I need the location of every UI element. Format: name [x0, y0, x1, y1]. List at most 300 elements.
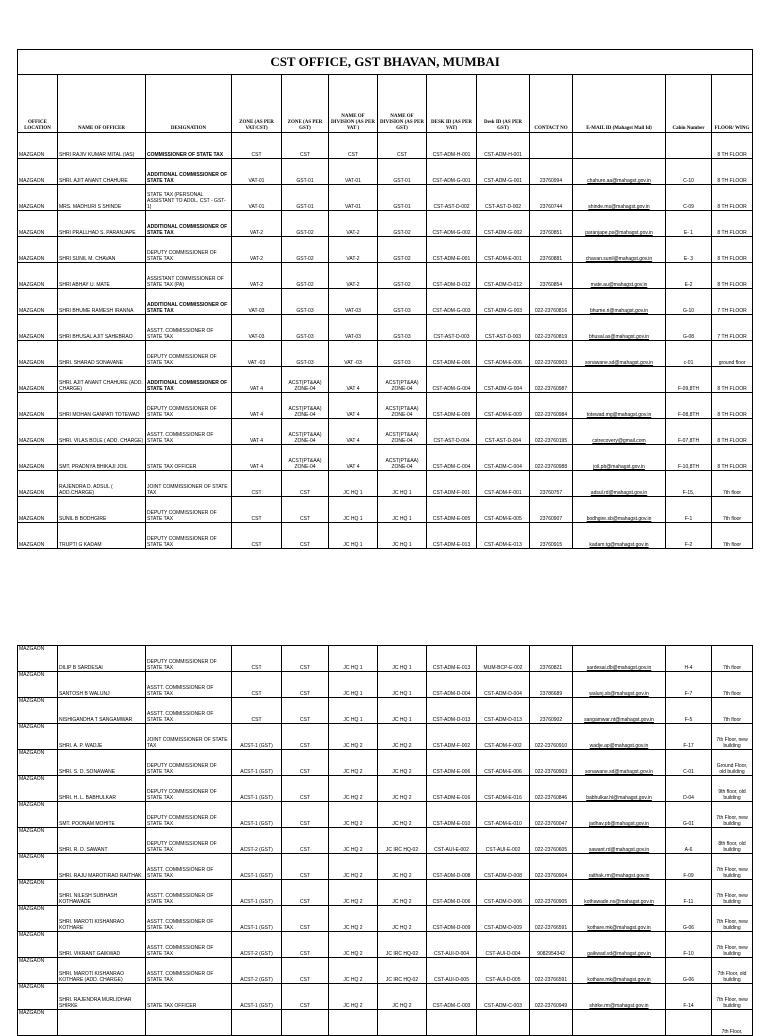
column-header: FLOOR/ WING [712, 75, 753, 133]
email-cell: gaikwad.vd@mahagst.gov.in [573, 932, 666, 958]
desk-id-gst-cell: CST-ADM-E-005 [477, 497, 530, 523]
desk-id-gst-cell: CST-ADM-G-003 [477, 289, 530, 315]
desk-id-gst-cell: CST-ADM-D-012 [477, 263, 530, 289]
division-vat-cell: JC HQ 2 [329, 854, 378, 880]
contact-no-cell: 022-23760988 [530, 445, 573, 471]
cabin-number-cell: G-06 [666, 958, 712, 984]
zone-vat-cell: VAT-01 [232, 159, 282, 185]
table-row [18, 315, 753, 341]
email-cell: shinde.ms@mahagst.gov.in [573, 185, 666, 211]
contact-no-cell: 022-23760605 [530, 828, 573, 854]
desk-id-vat-cell: CST-AST-D-004 [427, 419, 477, 445]
officer-name-cell: SHRI. VILAS BOLE ( ADD. CHARGE) [58, 419, 146, 445]
desk-id-gst-cell: CST-AUI-D-005 [477, 958, 530, 984]
office-location-cell: MAZGAON [18, 906, 58, 932]
division-gst-cell: JC HQ 2 [378, 776, 427, 802]
table-header-row [18, 75, 753, 133]
officer-name-cell: SHRI. AJIT ANANT CHAHURE (ADD. CHARGE) [58, 367, 146, 393]
floor-wing-cell: 7th Floor, new building [712, 724, 753, 750]
floor-wing-cell: 7 TH FLOOR [712, 315, 753, 341]
office-location-cell: MAZGAON [18, 445, 58, 471]
column-header: NAME OF DIVISION (AS PER GST) [378, 75, 427, 133]
officer-name-cell: SHRI. NILESH SUBHASH KOTHAWADE [58, 880, 146, 906]
cabin-number-cell: c-01 [666, 341, 712, 367]
zone-gst-cell: CST [282, 880, 329, 906]
contact-no-cell: 23786689 [530, 672, 573, 698]
officer-name-cell: SHRI. VIKRANT GAIKWAD [58, 932, 146, 958]
office-location-cell: MAZGAON [18, 289, 58, 315]
division-gst-cell: JC HQ 1 [378, 698, 427, 724]
officer-name-cell: SHRI PRALLHAD S. PARANJAPE [58, 211, 146, 237]
column-header: ZONE (AS PER VAT/CST) [232, 75, 282, 133]
division-gst-cell: CST [378, 133, 427, 159]
floor-wing-cell: 8 TH FLOOR [712, 237, 753, 263]
desk-id-vat-cell: CST-ADM-G-003 [427, 289, 477, 315]
desk-id-gst-cell: CST-ADM-D-008 [477, 854, 530, 880]
contact-no-cell: 23760851 [530, 211, 573, 237]
desk-id-gst-cell: CST-ADM-G-004 [477, 367, 530, 393]
office-location-cell: MAZGAON [18, 497, 58, 523]
email-cell: wadje.ap@mahagst.gov.in [573, 724, 666, 750]
division-vat-cell: JC HQ 2 [329, 906, 378, 932]
office-location-cell: MAZGAON [18, 1010, 58, 1036]
designation-cell: ADDITIONAL COMMISSIONER OF STATE TAX [146, 289, 232, 315]
desk-id-vat-cell: CST-ADM-D-013 [427, 698, 477, 724]
zone-vat-cell: ACST-1 (GST) [232, 776, 282, 802]
floor-wing-cell: 8 TH FLOOR [712, 211, 753, 237]
desk-id-vat-cell: CST-AUI-D-005 [427, 958, 477, 984]
cabin-number-cell: F-15, [666, 471, 712, 497]
floor-wing-cell: 7th Floor, new building [712, 932, 753, 958]
floor-wing-cell: 7th floor [712, 646, 753, 672]
officer-name-cell: SHRI. MAROTI KISHANRAO KOTHARE (ADD. CHARGE) [58, 958, 146, 984]
table-row [18, 1010, 753, 1036]
table-row [18, 672, 753, 698]
contact-no-cell: 23760744 [530, 185, 573, 211]
table-row [18, 984, 753, 1010]
desk-id-vat-cell: CST-ADM-E-006 [427, 750, 477, 776]
email-cell: chavan.sunil@mahagst.gov.in [573, 237, 666, 263]
division-vat-cell: VAT -03 [329, 341, 378, 367]
email-cell: babhulkar.hl@mahagst.gov.in [573, 776, 666, 802]
cabin-number-cell: F-11 [666, 880, 712, 906]
division-gst-cell: JC HQ 2 [378, 750, 427, 776]
floor-wing-cell: Ground Floor, old building [712, 750, 753, 776]
designation-cell: ASSTT. COMMISSIONER OF STATE TAX [146, 854, 232, 880]
contact-no-cell: 23760757 [530, 471, 573, 497]
table-row [18, 854, 753, 880]
division-gst-cell: GST-03 [378, 289, 427, 315]
desk-id-gst-cell: CST-AUI-E-002 [477, 828, 530, 854]
floor-wing-cell: 7th floor [712, 497, 753, 523]
floor-wing-cell: 7th Floor, [712, 1010, 753, 1036]
table-row [18, 237, 753, 263]
office-location-cell: MAZGAON [18, 698, 58, 724]
officer-name-cell: SMT. POONAM MOHITE [58, 802, 146, 828]
officer-name-cell: SANTOSH B WALUNJ [58, 672, 146, 698]
division-gst-cell: GST-01 [378, 185, 427, 211]
division-gst-cell: JC HQ 1 [378, 523, 427, 549]
cabin-number-cell: F-1 [666, 497, 712, 523]
email-cell: raithak.rm@mahagst.gov.in [573, 854, 666, 880]
designation-cell: ASSTT. COMMISSIONER OF STATE TAX [146, 932, 232, 958]
office-location-cell: MAZGAON [18, 932, 58, 958]
table-row [18, 523, 753, 549]
email-cell: joil.pb@mahagst.gov.in [573, 445, 666, 471]
officer-table-top [17, 49, 753, 549]
desk-id-vat-cell: CST-ADM-E-013 [427, 646, 477, 672]
office-location-cell: MAZGAON [18, 523, 58, 549]
column-header: OFFICE LOCATION [18, 75, 58, 133]
designation-cell: DEPUTY COMMISSIONER OF STATE TAX [146, 497, 232, 523]
division-vat-cell: JC HQ 2 [329, 880, 378, 906]
email-cell: totewad.mg@mahagst.gov.in [573, 393, 666, 419]
zone-gst-cell: CST [282, 133, 329, 159]
zone-vat-cell: CST [232, 497, 282, 523]
column-header: DESK ID (AS PER VAT) [427, 75, 477, 133]
table-row [18, 724, 753, 750]
office-location-cell: MAZGAON [18, 393, 58, 419]
floor-wing-cell: 9th floor, old building [712, 776, 753, 802]
division-gst-cell: JC IRC HQ-02 [378, 958, 427, 984]
designation-cell: DEPUTY COMMISSIONER OF STATE TAX [146, 828, 232, 854]
officer-name-cell: SHRI RAJIV KUMAR MITAL (IAS) [58, 133, 146, 159]
floor-wing-cell: 7 TH FLOOR [712, 289, 753, 315]
cabin-number-cell: F-5 [666, 698, 712, 724]
designation-cell: STATE TAX OFFICER [146, 445, 232, 471]
cabin-number-cell: F-7 [666, 672, 712, 698]
email-cell: paranjape.ps@mahagst.gov.in [573, 211, 666, 237]
desk-id-gst-cell: CST-ADM-D-013 [477, 698, 530, 724]
division-vat-cell: VAT-03 [329, 315, 378, 341]
zone-gst-cell: CST [282, 724, 329, 750]
email-cell: chahure.aa@mahagst.gov.in [573, 159, 666, 185]
designation-cell: ASSTT. COMMISSIONER OF STATE TAX [146, 698, 232, 724]
zone-vat-cell: ACST-1 (GST) [232, 802, 282, 828]
cabin-number-cell: F-09,8TH [666, 367, 712, 393]
zone-vat-cell: VAT 4 [232, 419, 282, 445]
designation-cell: JOINT COMMISSIONER OF STATE TAX [146, 724, 232, 750]
designation-cell: ASSTT. COMMISSIONER OF STATE TAX [146, 419, 232, 445]
designation-cell: ASSTT. COMMISSIONER OF STATE TAX [146, 672, 232, 698]
desk-id-vat-cell: CST-ADM-E-016 [427, 776, 477, 802]
division-vat-cell: JC HQ 1 [329, 672, 378, 698]
contact-no-cell: 23760915 [530, 523, 573, 549]
desk-id-vat-cell: CST-ADM-G-004 [427, 367, 477, 393]
officer-name-cell: DILIP B SARDESAI [58, 646, 146, 672]
division-gst-cell: GST-02 [378, 211, 427, 237]
cabin-number-cell: E-2 [666, 263, 712, 289]
desk-id-vat-cell: CST-ADM-E-005 [427, 497, 477, 523]
zone-gst-cell: CST [282, 646, 329, 672]
office-location-cell: MAZGAON [18, 724, 58, 750]
email-cell: bhusal.as@mahagst.gov.in [573, 315, 666, 341]
contact-no-cell: 022-23766591 [530, 906, 573, 932]
desk-id-gst-cell: CST-ADM-E-009 [477, 393, 530, 419]
table-row [18, 958, 753, 984]
email-cell: adsul.rd@mahagst.gov.in [573, 471, 666, 497]
division-gst-cell: ACST(PT&AA) ZONE-04 [378, 367, 427, 393]
table-row [18, 497, 753, 523]
desk-id-gst-cell: CST-ADM-F-001 [477, 471, 530, 497]
contact-no-cell [530, 133, 573, 159]
zone-vat-cell: ACST-2 (GST) [232, 932, 282, 958]
floor-wing-cell: 7th Floor, new building [712, 880, 753, 906]
table-row [18, 133, 753, 159]
floor-wing-cell: 8 TH FLOOR [712, 367, 753, 393]
cabin-number-cell: F-07,8TH [666, 419, 712, 445]
office-location-cell: MAZGAON [18, 828, 58, 854]
zone-vat-cell: VAT 4 [232, 367, 282, 393]
zone-gst-cell: ACST(PT&AA) ZONE-04 [282, 445, 329, 471]
email-cell: sardesai.db@mahagst.gov.in [573, 646, 666, 672]
contact-no-cell: 23760994 [530, 159, 573, 185]
designation-cell: DEPUTY COMMISSIONER OF STATE TAX [146, 750, 232, 776]
desk-id-gst-cell: CST-ADM-C-003 [477, 984, 530, 1010]
table-row [18, 211, 753, 237]
division-vat-cell: VAT-01 [329, 185, 378, 211]
column-header: DESIGNATION [146, 75, 232, 133]
zone-gst-cell: CST [282, 802, 329, 828]
desk-id-vat-cell: CST-ADM-C-004 [427, 445, 477, 471]
division-vat-cell: JC HQ 2 [329, 776, 378, 802]
cabin-number-cell: G-06 [666, 906, 712, 932]
office-location-cell: MAZGAON [18, 341, 58, 367]
cabin-number-cell: F-10 [666, 932, 712, 958]
email-cell: jadhav.pb@mahagst.gov.in [573, 802, 666, 828]
division-gst-cell: JC HQ 1 [378, 646, 427, 672]
zone-vat-cell: VAT 4 [232, 393, 282, 419]
officer-name-cell: SHRI BHUSAL AJIT SAHEBRAO [58, 315, 146, 341]
office-location-cell: MAZGAON [18, 263, 58, 289]
desk-id-vat-cell: CST-ADM-E-010 [427, 802, 477, 828]
office-location-cell: MAZGAON [18, 237, 58, 263]
zone-gst-cell: GST-03 [282, 315, 329, 341]
division-vat-cell: JC HQ 2 [329, 932, 378, 958]
designation-cell: STATE TAX OFFICER [146, 984, 232, 1010]
contact-no-cell: 022-23760949 [530, 984, 573, 1010]
division-gst-cell: JC HQ 1 [378, 497, 427, 523]
floor-wing-cell: 8 TH FLOOR [712, 445, 753, 471]
cabin-number-cell: G-08 [666, 315, 712, 341]
officer-name-cell: SHRI. RAJU MAROTIRAO RAITHAK [58, 854, 146, 880]
floor-wing-cell: 8th floor, old building [712, 828, 753, 854]
division-gst-cell: JC HQ 1 [378, 471, 427, 497]
designation-cell: ADDITIONAL COMMISSIONER OF STATE TAX [146, 367, 232, 393]
zone-gst-cell: GST-01 [282, 185, 329, 211]
division-vat-cell [329, 1010, 378, 1036]
table-row [18, 646, 753, 672]
contact-no-cell: 022-23760195 [530, 419, 573, 445]
column-header: E-MAIL ID (Mahagst Mail Id) [573, 75, 666, 133]
contact-no-cell: 022-23766591 [530, 958, 573, 984]
contact-no-cell: 022-23760819 [530, 315, 573, 341]
office-location-cell: MAZGAON [18, 802, 58, 828]
zone-gst-cell: GST-02 [282, 263, 329, 289]
officer-name-cell: SMT. PRADNYA BHIKAJI JOIL [58, 445, 146, 471]
division-vat-cell: JC HQ 2 [329, 750, 378, 776]
zone-vat-cell: CST [232, 672, 282, 698]
designation-cell: DEPUTY COMMISSIONER OF STATE TAX [146, 776, 232, 802]
contact-no-cell: 022-23760987 [530, 367, 573, 393]
zone-vat-cell: VAT-03 [232, 315, 282, 341]
officer-name-cell: SHRI ABHAY U. MATE [58, 263, 146, 289]
floor-wing-cell: 8 TH FLOOR [712, 419, 753, 445]
officer-name-cell: NISHIGANDHA T SANGAMWAR [58, 698, 146, 724]
office-location-cell: MAZGAON [18, 854, 58, 880]
contact-no-cell [530, 1010, 573, 1036]
division-vat-cell: JC HQ 1 [329, 497, 378, 523]
contact-no-cell: 9082954342 [530, 932, 573, 958]
table-row [18, 159, 753, 185]
zone-vat-cell: CST [232, 698, 282, 724]
desk-id-gst-cell: CST-ADM-F-002 [477, 724, 530, 750]
zone-gst-cell: GST-03 [282, 341, 329, 367]
division-gst-cell: JC IRC HQ-02 [378, 828, 427, 854]
table-row [18, 776, 753, 802]
office-location-cell: MAZGAON [18, 159, 58, 185]
zone-vat-cell: VAT-01 [232, 185, 282, 211]
email-cell: shirke.rm@mahagst.gov.in [573, 984, 666, 1010]
email-cell: kadam.tg@mahagst.gov.in [573, 523, 666, 549]
desk-id-gst-cell: CST-AUI-D-004 [477, 932, 530, 958]
officer-name-cell: MRS. MADHURI S SHINDE [58, 185, 146, 211]
cabin-number-cell: H-4 [666, 646, 712, 672]
division-vat-cell: JC HQ 2 [329, 828, 378, 854]
table-row [18, 263, 753, 289]
officer-name-cell: SHRI. RAJENDRA MURLIDHAR SHIRKE [58, 984, 146, 1010]
zone-vat-cell: CST [232, 133, 282, 159]
table-row [18, 698, 753, 724]
officer-name-cell [58, 1010, 146, 1036]
desk-id-vat-cell [427, 1010, 477, 1036]
division-vat-cell: VAT 4 [329, 393, 378, 419]
division-gst-cell: JC HQ 1 [378, 672, 427, 698]
office-location-cell: MAZGAON [18, 776, 58, 802]
zone-gst-cell: ACST(PT&AA) ZONE-04 [282, 367, 329, 393]
table-row [18, 445, 753, 471]
desk-id-vat-cell: CST-AST-D-003 [427, 315, 477, 341]
designation-cell: ASSTT. COMMISSIONER OF STATE TAX [146, 880, 232, 906]
zone-vat-cell: VAT 4 [232, 445, 282, 471]
email-cell: cstrecovery@gmail.com [573, 419, 666, 445]
desk-id-vat-cell: CST-ADM-F-002 [427, 724, 477, 750]
table-row [18, 471, 753, 497]
cabin-number-cell: F-2 [666, 523, 712, 549]
zone-gst-cell: GST-02 [282, 237, 329, 263]
column-header: NAME OF OFFICER [58, 75, 146, 133]
desk-id-vat-cell: CST-ADM-D-008 [427, 854, 477, 880]
cabin-number-cell: F-10,8TH [666, 445, 712, 471]
designation-cell: DEPUTY COMMISSIONER OF STATE TAX [146, 802, 232, 828]
division-vat-cell: VAT 4 [329, 445, 378, 471]
zone-gst-cell: GST-03 [282, 289, 329, 315]
zone-gst-cell: CST [282, 497, 329, 523]
division-gst-cell: JC HQ 2 [378, 802, 427, 828]
division-gst-cell: JC IRC HQ-02 [378, 932, 427, 958]
desk-id-gst-cell: CST-ADM-E-016 [477, 776, 530, 802]
page-title: CST OFFICE, GST BHAVAN, MUMBAI [18, 50, 753, 75]
officer-name-cell: SHRI SUNIL M. CHAVAN [58, 237, 146, 263]
table-row [18, 906, 753, 932]
officer-name-cell: SHRI. S. D. SONAWANE [58, 750, 146, 776]
division-gst-cell: ACST(PT&AA) ZONE-04 [378, 419, 427, 445]
table-row [18, 932, 753, 958]
cabin-number-cell: F-08,8TH [666, 393, 712, 419]
desk-id-vat-cell: CST-ADM-E-013 [427, 523, 477, 549]
zone-vat-cell: ACST-1 (GST) [232, 750, 282, 776]
floor-wing-cell: 7th floor [712, 471, 753, 497]
contact-no-cell: 022-23760910 [530, 724, 573, 750]
desk-id-gst-cell: CST-ADM-E-013 [477, 523, 530, 549]
zone-gst-cell: CST [282, 932, 329, 958]
desk-id-vat-cell: CST-ADM-G-002 [427, 211, 477, 237]
officer-name-cell: SHRI BHUME RAMESH IRANNA [58, 289, 146, 315]
zone-gst-cell: CST [282, 698, 329, 724]
email-cell: kothawade.ns@mahagst.gov.in [573, 880, 666, 906]
column-header: Desk ID (AS PER GST) [477, 75, 530, 133]
zone-gst-cell: CST [282, 906, 329, 932]
division-vat-cell: VAT 4 [329, 367, 378, 393]
division-gst-cell: GST-01 [378, 159, 427, 185]
desk-id-vat-cell: CST-ADM-G-001 [427, 159, 477, 185]
office-location-cell: MAZGAON [18, 984, 58, 1010]
zone-vat-cell: VAT-03 [232, 289, 282, 315]
division-vat-cell: VAT-03 [329, 289, 378, 315]
division-vat-cell: JC HQ 1 [329, 523, 378, 549]
table-row [18, 367, 753, 393]
designation-cell: COMMISSIONER OF STATE TAX [146, 133, 232, 159]
zone-gst-cell: CST [282, 776, 329, 802]
zone-vat-cell: VAT -03 [232, 341, 282, 367]
zone-gst-cell: GST-01 [282, 159, 329, 185]
zone-vat-cell: VAT-2 [232, 211, 282, 237]
division-vat-cell: VAT 4 [329, 419, 378, 445]
division-vat-cell: CST [329, 133, 378, 159]
column-header: Cabin Number [666, 75, 712, 133]
cabin-number-cell: F-17 [666, 724, 712, 750]
desk-id-vat-cell: CST-ADM-D-004 [427, 672, 477, 698]
column-header: ZONE (AS PER GST) [282, 75, 329, 133]
floor-wing-cell: 7th floor [712, 698, 753, 724]
division-gst-cell: GST-02 [378, 263, 427, 289]
office-location-cell: MAZGAON [18, 185, 58, 211]
zone-vat-cell: ACST-2 (GST) [232, 958, 282, 984]
cabin-number-cell: G-01 [666, 802, 712, 828]
desk-id-vat-cell: CST-AUI-E-002 [427, 828, 477, 854]
zone-vat-cell: ACST-1 (GST) [232, 880, 282, 906]
floor-wing-cell: 8 TH FLOOR [712, 185, 753, 211]
division-vat-cell: JC HQ 2 [329, 724, 378, 750]
zone-vat-cell: ACST-1 (GST) [232, 854, 282, 880]
desk-id-gst-cell: CST-AST-D-004 [477, 419, 530, 445]
designation-cell: DEPUTY COMMISSIONER OF STATE TAX [146, 341, 232, 367]
email-cell: bhume.ri@mahagst.gov.in [573, 289, 666, 315]
zone-vat-cell: ACST-1 (GST) [232, 724, 282, 750]
contact-no-cell: 23760821 [530, 646, 573, 672]
division-vat-cell: JC HQ 2 [329, 802, 378, 828]
office-location-cell: MAZGAON [18, 133, 58, 159]
zone-gst-cell: CST [282, 984, 329, 1010]
desk-id-vat-cell: CST-ADM-D-009 [427, 906, 477, 932]
officer-name-cell: SHRI. SHARAD SONAVANE [58, 341, 146, 367]
cabin-number-cell [666, 133, 712, 159]
zone-vat-cell [232, 1010, 282, 1036]
email-cell: walunj.sb@mahagst.gov.in [573, 672, 666, 698]
desk-id-vat-cell: CST-AST-D-002 [427, 185, 477, 211]
office-location-cell: MAZGAON [18, 211, 58, 237]
zone-gst-cell: ACST(PT&AA) ZONE-04 [282, 393, 329, 419]
